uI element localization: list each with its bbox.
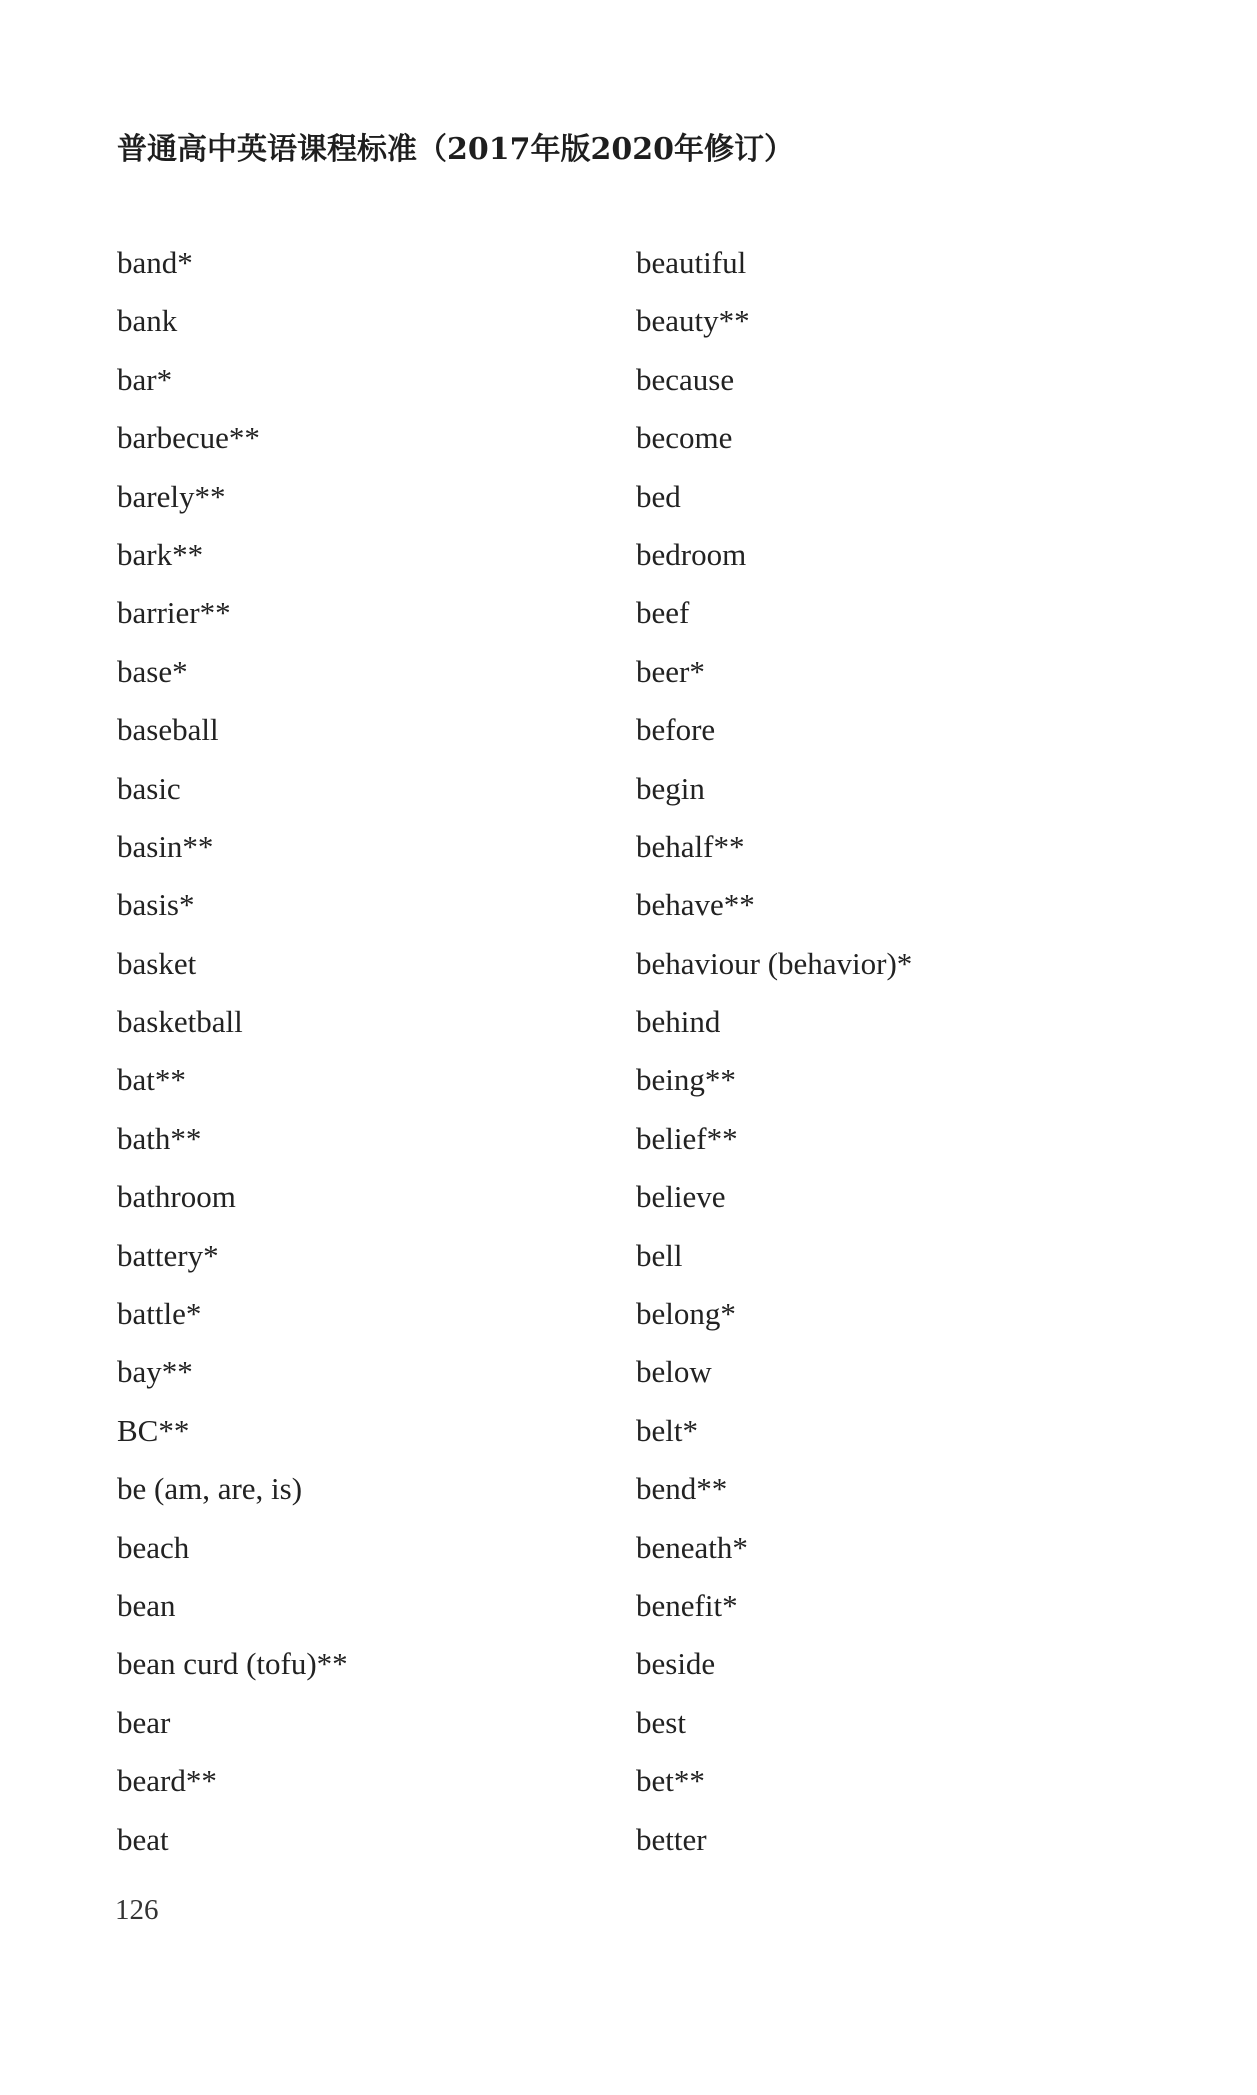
vocabulary-left-column [117,238,348,1873]
vocabulary-word: beneath* [636,1529,748,1565]
vocabulary-word: barely** [117,478,226,514]
vocabulary-word: better [636,1821,707,1857]
vocabulary-word: bark** [117,536,204,572]
vocabulary-word: beautiful [636,245,747,280]
vocabulary-word: best [636,1704,686,1740]
vocabulary-word: begin [636,770,705,806]
vocabulary-word: become [636,420,733,456]
vocabulary-word: behave** [636,887,755,923]
vocabulary-word: behind [636,1004,721,1040]
vocabulary-word: being** [636,1062,736,1098]
vocabulary-word: basic [117,770,181,806]
vocabulary-word: because [636,361,735,397]
vocabulary-word: bedroom [636,536,747,572]
vocabulary-word: BC** [117,1412,190,1448]
vocabulary-word: beauty** [636,303,750,339]
vocabulary-word: beef [636,595,690,631]
vocabulary-word: basketball [117,1004,243,1040]
vocabulary-word: bank [117,303,178,339]
vocabulary-word: behaviour (behavior)* [636,945,913,981]
vocabulary-word: beach [117,1529,190,1565]
vocabulary-word: bar* [117,361,173,397]
vocabulary-right-column [636,238,912,1873]
vocabulary-word: beat [117,1821,169,1857]
vocabulary-word: before [636,712,716,748]
vocabulary-word: bell [636,1237,683,1273]
vocabulary-word: bean [117,1587,176,1623]
vocabulary-word: base* [117,653,188,689]
vocabulary-word: beer* [636,653,705,689]
vocabulary-word: baseball [117,712,219,748]
page-header-title: 普通高中英语课程标准（2017年版2020年修订） [117,132,794,167]
vocabulary-word: basket [117,945,197,981]
vocabulary-word: behalf** [636,828,745,864]
vocabulary-word: bay** [117,1354,193,1390]
vocabulary-word: bean curd (tofu)** [117,1646,348,1682]
vocabulary-word: belong* [636,1296,736,1332]
vocabulary-word: barbecue** [117,420,260,456]
vocabulary-word: beard** [117,1763,217,1799]
vocabulary-word: bear [117,1704,171,1740]
vocabulary-word: belt* [636,1412,698,1448]
vocabulary-word: bet** [636,1763,705,1799]
vocabulary-word: battle* [117,1296,202,1332]
vocabulary-word: barrier** [117,595,231,631]
vocabulary-word: bath** [117,1120,202,1156]
vocabulary-word: basin** [117,828,214,864]
vocabulary-word: belief** [636,1120,738,1156]
page-number: 126 [115,1894,159,1926]
vocabulary-word: band* [117,245,193,280]
vocabulary-word: beside [636,1646,716,1682]
vocabulary-word: bat** [117,1062,186,1098]
vocabulary-word: below [636,1354,712,1390]
vocabulary-word: bed [636,478,681,514]
vocabulary-word: believe [636,1179,726,1215]
vocabulary-word: battery* [117,1237,219,1273]
vocabulary-word: be (am, are, is) [117,1471,303,1507]
vocabulary-word: bend** [636,1471,728,1507]
vocabulary-word: bathroom [117,1179,236,1215]
vocabulary-word: basis* [117,887,195,923]
vocabulary-word: benefit* [636,1587,738,1623]
